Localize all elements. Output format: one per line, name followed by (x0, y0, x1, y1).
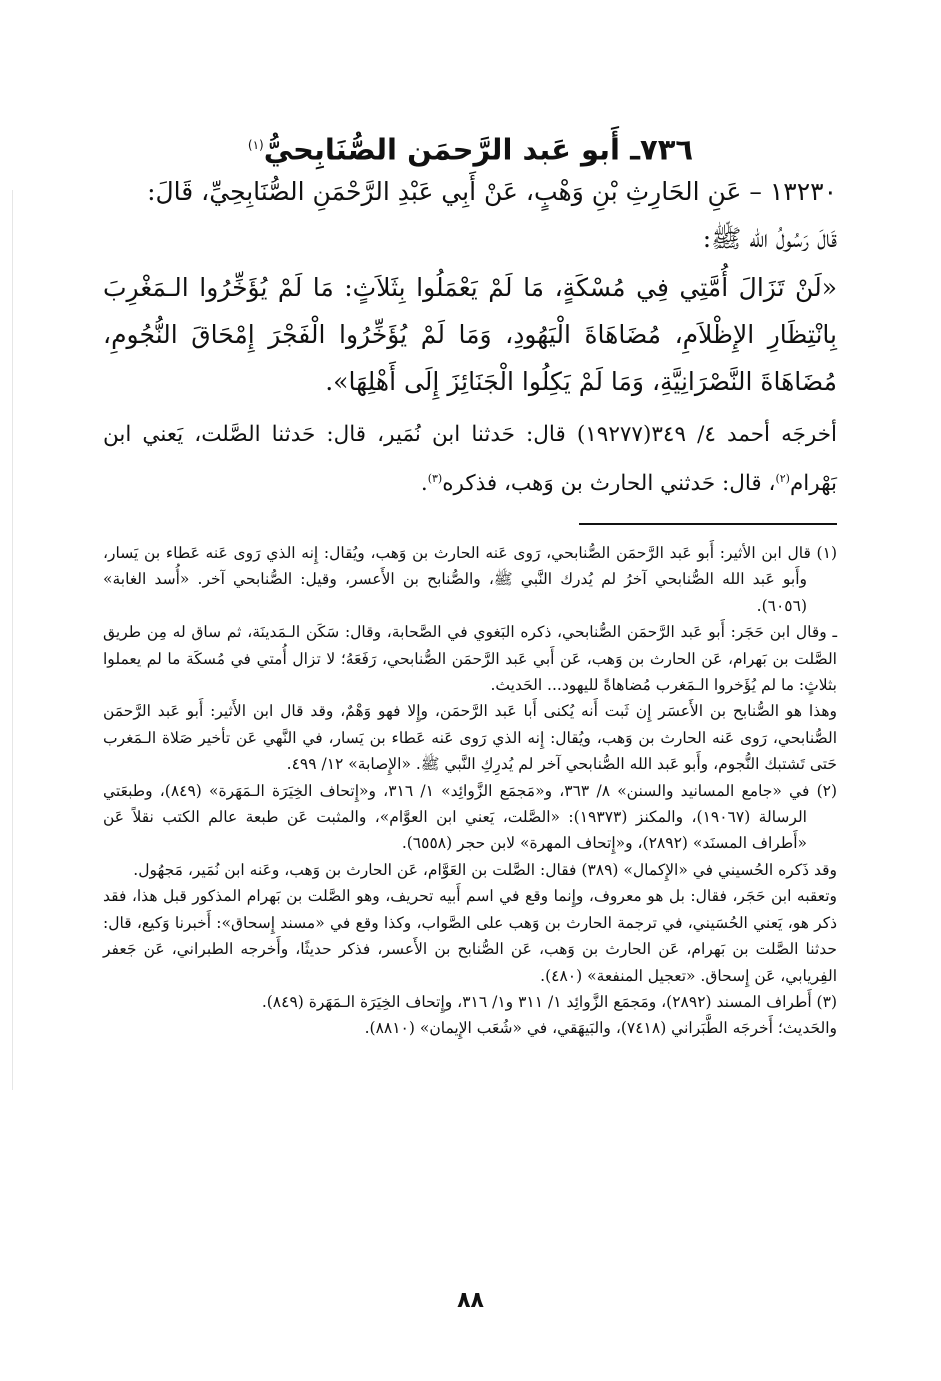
page-gutter-line (12, 190, 13, 1090)
footnote-2-ibn-hajar: وتعقبه ابن حَجَر، فقال: بل هو معروف، وإِنما وقع في اسم أَبيه تحريف، وهو الصَّلت بن بَهرام المذكور قبل هذا، فقد ذكر هو، يَعني الحُسَيني، في ترجمة الحارث بن وَهب على الصَّواب، وكذا وقع في «مسند إِسحاق»: أَخبرنا وَكيع، قال: حدثنا الصَّلت بن بَهرام، عَن الحارث بن وَهب، عَن الصُّنابح بن الأَعسر، فذكر حديثًا، وأَخرجه الطبراني، عَن جَعفر الفِريابي، عَن إِسحاق. «تعجيل المنفعة» (٤٨٠). (103, 887, 837, 985)
hadith-isnad-line-1: ١٣٢٣٠ – عَنِ الحَارِثِ بْنِ وَهْبٍ، عَنْ أَبِي عَبْدِ الرَّحْمَنِ الصُّنَابِحِيِّ، قَالَ: (147, 177, 837, 206)
footnote-1-commentary: وهذا هو الصُّنابح بن الأَعسَر إِن ثَبت أَنه يُكنى أَبا عَبد الرَّحمَن، وإِلا فهو وَهْمٌ، وقد قال ابن الأَثير: أَبو عَبد الرَّحمَن الصُّنابحي، رَوى عَنه الحارث بن وَهب، ويُقال: إِنه الذي رَوى عَنه عَطاء بن يَسار، في النَّهي عَن تأخير صَلاة الـمَغرب حَتى تَشتبك النُّجوم، وأَبو عَبد الله الصُّنابحي آخر لم يُدرِكِ النَّبي ﷺ. «الإِصابة» ١٢/ ٤٩٩. (103, 702, 837, 774)
footnote-3: (٣) أَطراف المسند (٢٨٩٢)، ومَجمَع الزَّوائِد ١/ ٣١١ و١/ ٣١٦، وإِتحاف الخِيَرَة الـمَهَرة (٨٤٩). (261, 992, 837, 1011)
takhrij-text-2: ، قال: حَدثني الحارث بن وَهب، فذكره (442, 471, 776, 497)
footnote-1-ibn-hajar: ـ وقال ابن حَجَر: أَبو عَبد الرَّحمَن الصُّنابحي، ذكره البَغوي في الصَّحابة، وقال: سَكَن الـمَدينَة، ثم ساق له مِن طريق الصَّلت بن بَهرام، عَن الحارث بن وَهب، عَن أَبي عَبد الرَّحمَن الصُّنابحي، رَفَعَهُ؛ لا تزال أُمتي في مُسكَة ما لم يعملوا بثلاثٍ: ما لم يُؤَخروا الـمَغرب مُضاهاةً لليهود... الحَديث. (103, 623, 837, 695)
takhrij-footnote-ref-3: (٣) (427, 472, 443, 485)
hadith-takhrij (103, 413, 837, 506)
chapter-title-footnote-ref: (١) (247, 138, 264, 153)
footnote-2-husaini: وقد ذَكره الحُسيني في «الإِكمال» (٣٨٩) فقال: الصَّلت بن العَوَّام، عَن الحارث بن وَهب، وعَنه ابن نُمَير، مَجهُول. (133, 860, 837, 879)
takhrij-text-1: أخرجَه أحمد ٤/ ٣٤٩(١٩٢٧٧) قال: حَدثنا ابن نُمَير، قال: حَدثنا الصَّلت، يَعني ابن بَهْرام (103, 422, 838, 497)
footnote-3-hadith: والحَديث؛ أَخرجَه الطَّبَراني (٧٤١٨)، والبَيهَقي، في «شُعَب الإِيمان» (٨٨١٠). (364, 1019, 837, 1038)
footnotes-section (103, 540, 837, 1042)
footnote-2: (٢) في «جامع المسانيد والسنن» ٨/ ٣٦٣، و«مَجمَع الزَّوائِد» ١/ ٣١٦، و«إِتحاف الخِيَرَة الـمَهَرة» (٨٤٩)، وطبعَتي الرسالة (١٩٠٦٧)، والمكنز (١٩٣٧٣): «الصَّلت، يَعني ابن العوَّام»، والمثبت عَن طبعة عالم الكتب نقلاً عَن «أَطراف المسنَد» (٢٨٩٢)، و«إِتحاف المهرة» لابن حجر (٦٥٥٨). (103, 781, 838, 853)
takhrij-footnote-ref-2: (٢) (775, 472, 790, 485)
chapter-title (100, 123, 841, 172)
footnote-1: (١) قال ابن الأثير: أَبو عَبد الرَّحمَن الصُّنابحي، رَوى عَنه الحارث بن وَهب، ويُقال: إِنه الذي رَوى عَنه عَطاء بن يَسار، وأَبو عَبد الله الصُّنابحي آخرُ لم يُدرك النَّبي ﷺ، والصُّنابح بن الأَعسر، وقيل: الصُّنابحي آخر. «أُسد الغابة» (٦٠٥٦). (103, 544, 837, 615)
hadith-block (103, 168, 837, 506)
chapter-title-text: ٧٣٦ـ أَبو عَبد الرَّحمَن الصُّنَابِحيُّ (263, 133, 694, 168)
page-number: ٨٨ (457, 1288, 484, 1313)
footnote-separator (579, 523, 837, 525)
hadith-isnad-line-2: قَالَ رَسُولُ الله ﷺ: (702, 224, 837, 253)
hadith-matn: «لَنْ تَزَالَ أُمَّتِي فِي مُسْكَةٍ، مَا لَمْ يَعْمَلُوا بِثَلاَثٍ: مَا لَمْ يُؤَخِّرُوا الـمَغْرِبَ بِانْتِظَارِ الإِظْلاَمِ، مُضَاهَاةَ الْيَهُودِ، وَمَا لَمْ يُؤَخِّرُوا الْفَجْرَ إِمْحَاقَ النُّجُومِ، مُضَاهَاةَ النَّصْرَانِيَّةِ، وَمَا لَمْ يَكِلُوا الْجَنَائِزَ إِلَى أَهْلِهَا». (103, 273, 837, 396)
takhrij-end: . (420, 471, 428, 497)
